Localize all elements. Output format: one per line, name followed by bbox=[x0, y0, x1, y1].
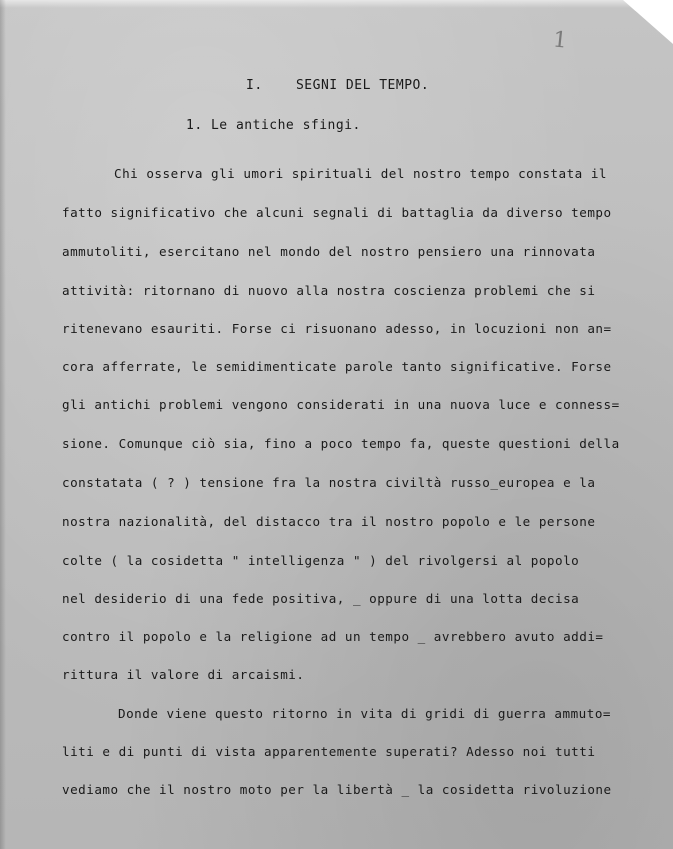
body-line: vediamo che il nostro moto per la libertà _ la cosidetta rivoluzione bbox=[62, 782, 612, 797]
body-line: fatto significativo che alcuni segnali di battaglia da diverso tempo bbox=[62, 205, 612, 220]
folded-corner bbox=[623, 0, 673, 44]
page-top-edge bbox=[0, 0, 673, 8]
body-line: nel desiderio di una fede positiva, _ oppure di una lotta decisa bbox=[62, 591, 580, 606]
chapter-title: I. SEGNI DEL TEMPO. bbox=[246, 78, 430, 93]
body-line: ammutoliti, esercitano nel mondo del nostro pensiero una rinnovata bbox=[62, 244, 596, 259]
body-line: contro il popolo e la religione ad un tempo _ avrebbero avuto addi= bbox=[62, 629, 604, 644]
body-line: Donde viene questo ritorno in vita di gridi di guerra ammuto= bbox=[118, 706, 612, 721]
section-title: 1. Le antiche sfingi. bbox=[186, 118, 361, 133]
body-line: attività: ritornano di nuovo alla nostra coscienza problemi che si bbox=[62, 283, 596, 298]
body-line: cora afferrate, le semidimenticate parole tanto significative. Forse bbox=[62, 359, 612, 374]
body-line: liti e di punti di vista apparentemente superati? Adesso noi tutti bbox=[62, 744, 596, 759]
body-line: rittura il valore di arcaismi. bbox=[62, 667, 305, 682]
body-line: sione. Comunque ciò sia, fino a poco tempo fa, queste questioni della bbox=[62, 436, 620, 451]
body-line: ritenevano esauriti. Forse ci risuonano adesso, in locuzioni non an= bbox=[62, 321, 612, 336]
page-left-edge bbox=[0, 0, 6, 849]
handwritten-page-number: 1 bbox=[551, 27, 569, 54]
body-line: gli antichi problemi vengono considerati in una nuova luce e conness= bbox=[62, 397, 620, 412]
body-line: colte ( la cosidetta " intelligenza " ) del rivolgersi al popolo bbox=[62, 553, 580, 568]
body-line: nostra nazionalità, del distacco tra il nostro popolo e le persone bbox=[62, 514, 596, 529]
body-line: constatata ( ? ) tensione fra la nostra civiltà russo_europea e la bbox=[62, 475, 596, 490]
body-line: Chi osserva gli umori spirituali del nostro tempo constata il bbox=[114, 166, 608, 181]
